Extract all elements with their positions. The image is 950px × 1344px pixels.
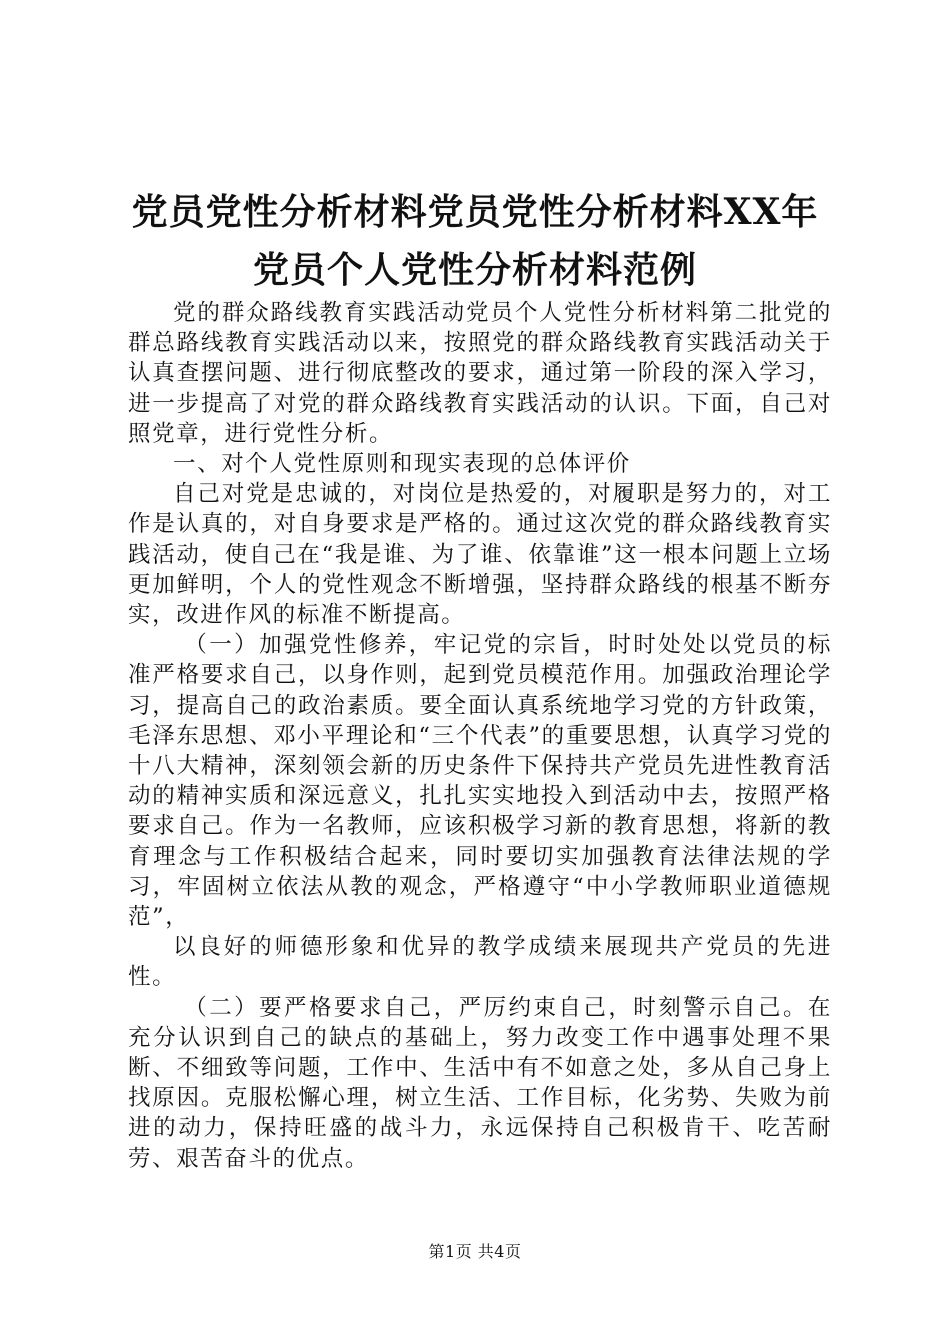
intro-paragraph: 党的群众路线教育实践活动党员个人党性分析材料第二批党的群总路线教育实践活动以来，按照党的群众路线教育实践活动关于认真查摆问题、进行彻底整改的要求，通过第一阶段的深入学习，进一步提高了对党的群众路线教育实践活动的认识。下面，自己对照党章，进行党性分析。: [128, 300, 832, 447]
evaluation-paragraph: 自己对党是忠诚的，对岗位是热爱的，对履职是努力的，对工作是认真的，对自身要求是严格的。通过这次党的群众路线教育实践活动，使自己在“我是谁、为了谁、依靠谁”这一根本问题上立场更加鲜明，个人的党性观念不断增强，坚持群众路线的根基不断夯实，改进作风的标准不断提高。: [128, 481, 832, 629]
subsection-one-paragraph: （一）加强党性修养，牢记党的宗旨，时时处处以党员的标准严格要求自己，以身作则，起到党员模范作用。加强政治理论学习，提高自己的政治素质。要全面认真系统地学习党的方针政策，毛泽东思想、邓小平理论和“三个代表”的重要思想，认真学习党的十八大精神，深刻领会新的历史条件下保持共产党员先进性教育活动的精神实质和深远意义，扎扎实实地投入到活动中去，按照严格要求自己。作为一名教师，应该积极学习新的教育思想，将新的教育理念与工作积极结合起来，同时要切实加强教育法律法规的学习，牢固树立依法从教的观念，严格遵守“中小学教师职业道德规范”，: [128, 632, 832, 931]
document-title: 党员党性分析材料党员党性分析材料XX年党员个人党性分析材料范例: [131, 191, 819, 291]
section-heading: 一、对个人党性原则和现实表现的总体评价: [173, 451, 631, 478]
teacher-ethics-paragraph: 以良好的师德形象和优异的教学成绩来展现共产党员的先进性。: [128, 934, 832, 991]
document-body: [128, 298, 832, 1174]
subsection-two-paragraph: （二）要严格要求自己，严厉约束自己，时刻警示自己。在充分认识到自己的缺点的基础上，努力改变工作中遇事处理不果断、不细致等问题，工作中、生活中有不如意之处，多从自己身上找原因。克服松懈心理，树立生活、工作目标，化劣势、失败为前进的动力，保持旺盛的战斗力，永远保持自己积极肯干、吃苦耐劳、艰苦奋斗的优点。: [128, 994, 832, 1172]
page-number-footer: 第1页 共4页: [428, 1242, 522, 1261]
